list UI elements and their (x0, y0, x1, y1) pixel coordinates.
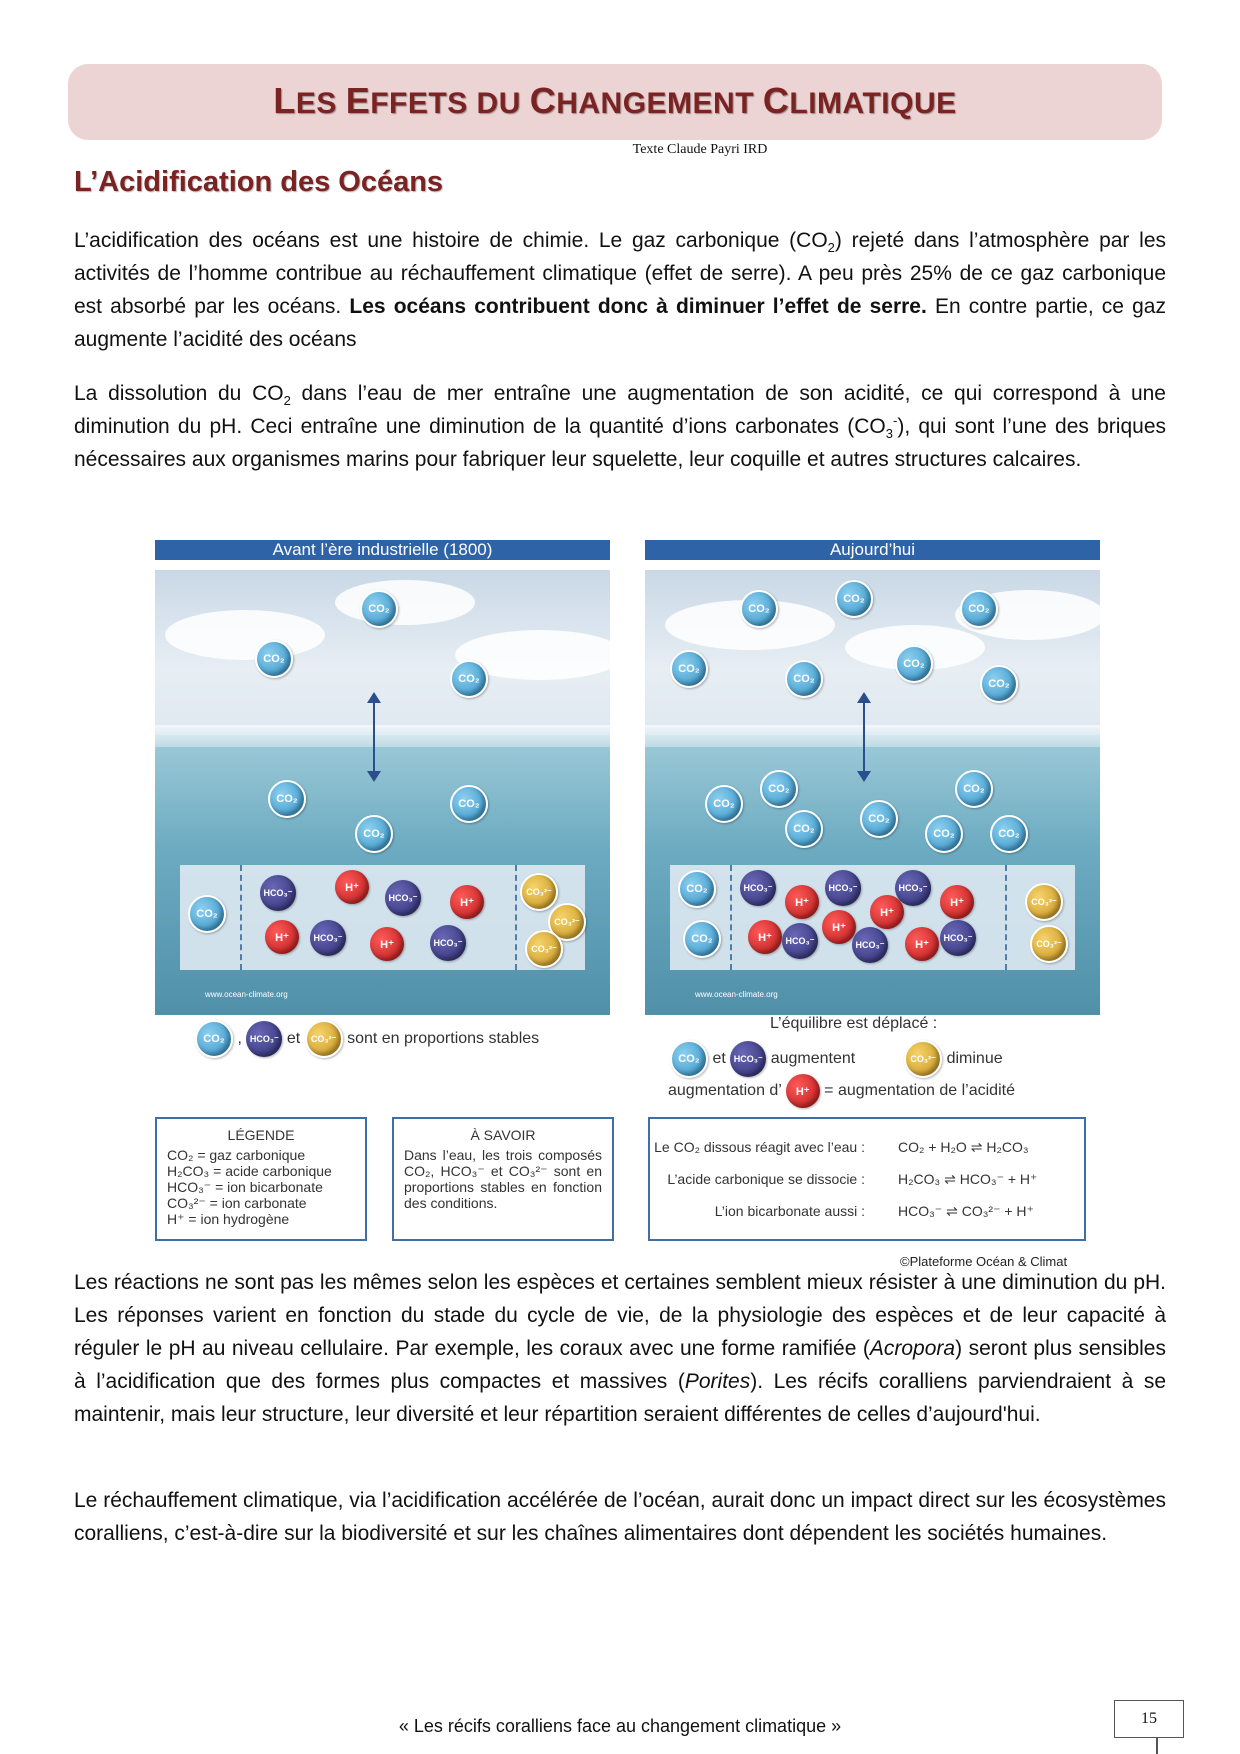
co2-molecule: CO₂ (670, 650, 708, 688)
equation: CO₂ + H₂O ⇌ H₂CO₃ (898, 1139, 1029, 1155)
footer-text: « Les récifs coralliens face au changement climatique » (398, 1716, 842, 1736)
carbonate-molecule: CO₃²⁻ (305, 1020, 343, 1058)
caption-today-line1: L’équilibre est déplacé : (770, 1015, 938, 1032)
hydrogen-ion: H⁺ (786, 1074, 820, 1108)
co2-molecule: CO₂ (450, 660, 488, 698)
bicarbonate-molecule: HCO₃⁻ (825, 870, 861, 906)
co2-molecule: CO₂ (980, 665, 1018, 703)
co2-molecule: CO₂ (683, 920, 721, 958)
author-credit: Texte Claude Payri IRD (632, 142, 768, 157)
co2-molecule: CO₂ (740, 590, 778, 628)
paragraph-2: La dissolution du $CO_2$ dans l’eau de mer entraîne une augmentation de son acidité, ce qui correspond à une diminution du pH. Ceci entraîne une diminution de la quantité d’ions carbonates $(CO_3^-)$, qui sont l’une des briques nécessaires aux organismes marins pour fabriquer leur squelette, leur coquille et autres structures calcaires. (74, 382, 1166, 471)
equation-label: Le CO₂ dissous réagit avec l’eau : (654, 1139, 865, 1155)
scene-today (645, 570, 1100, 1015)
carbonate-molecule: CO₃²⁻ (525, 930, 563, 968)
ocean-surface (155, 725, 610, 747)
co2-molecule: CO₂ (860, 800, 898, 838)
hydrogen-ion: H⁺ (940, 885, 974, 919)
page-number-line (1156, 1738, 1158, 1754)
legend-item: H₂CO₃ = acide carbonique (167, 1163, 332, 1179)
co2-molecule: CO₂ (268, 780, 306, 818)
equation-label: L’ion bicarbonate aussi : (714, 1203, 865, 1219)
bicarbonate-molecule: HCO₃⁻ (895, 870, 931, 906)
co2-molecule: CO₂ (785, 810, 823, 848)
hydrogen-ion: H⁺ (265, 920, 299, 954)
bicarbonate-molecule: HCO₃⁻ (260, 875, 296, 911)
panel-title-today: Aujourd’hui (645, 540, 1100, 560)
co2-molecule: CO₂ (195, 1020, 233, 1058)
co2-molecule: CO₂ (360, 590, 398, 628)
legend-item: CO₃²⁻ = ion carbonate (167, 1195, 307, 1211)
bicarbonate-molecule: HCO₃⁻ (940, 920, 976, 956)
co2-molecule: CO₂ (355, 815, 393, 853)
equation: H₂CO₃ ⇌ HCO₃⁻ + H⁺ (898, 1171, 1038, 1187)
co2-molecule: CO₂ (450, 785, 488, 823)
bicarbonate-molecule: HCO₃⁻ (730, 1041, 766, 1077)
hydrogen-ion: H⁺ (822, 910, 856, 944)
co2-molecule: CO₂ (760, 770, 798, 808)
hydrogen-ion: H⁺ (748, 920, 782, 954)
hydrogen-ion: H⁺ (450, 885, 484, 919)
page-number: 15 (1114, 1700, 1184, 1738)
carbonate-molecule: CO₃²⁻ (1025, 883, 1063, 921)
bicarbonate-molecule: HCO₃⁻ (430, 925, 466, 961)
paragraph-1: L’acidification des océans est une histoire de chimie. Le gaz carbonique $(CO_2)$ rejeté dans l’atmosphère par les activités de l’homme contribue au réchauffement climatique (effet de serre). A peu près 25% de ce gaz carbonique est absorbé par les océans. Les océans contribuent donc à diminuer l’effet de serre. En contre partie, ce gaz augmente l’acidité des océans (74, 229, 1166, 351)
bicarbonate-molecule: HCO₃⁻ (385, 880, 421, 916)
scene-before (155, 570, 610, 1015)
info-text: Dans l’eau, les trois composés CO₂, HCO₃⁻ et CO₃²⁻ sont en proportions stables en fonction des conditions. (404, 1147, 602, 1211)
hydrogen-ion: H⁺ (905, 927, 939, 961)
co2-molecule: CO₂ (955, 770, 993, 808)
exchange-arrow (863, 702, 865, 772)
caption-today-line2: CO₂ et HCO₃⁻ augmentent CO₃²⁻ diminue (670, 1040, 1090, 1078)
bicarbonate-molecule: HCO₃⁻ (852, 927, 888, 963)
panel-title-before: Avant l’ère industrielle (1800) (155, 540, 610, 560)
co2-molecule: CO₂ (895, 645, 933, 683)
co2-molecule: CO₂ (255, 640, 293, 678)
co2-molecule: CO₂ (188, 895, 226, 933)
legend-item: HCO₃⁻ = ion bicarbonate (167, 1179, 323, 1195)
figure-copyright: ©Plateforme Océan & Climat (900, 1254, 1068, 1269)
carbonate-molecule: CO₃²⁻ (1030, 925, 1068, 963)
equation-label: L’acide carbonique se dissocie : (667, 1171, 865, 1187)
website-label: www.ocean-climate.org (695, 990, 778, 999)
co2-molecule: CO₂ (960, 590, 998, 628)
bicarbonate-molecule: HCO₃⁻ (246, 1021, 282, 1057)
legend-box (155, 1117, 367, 1241)
hydrogen-ion: H⁺ (785, 885, 819, 919)
paragraph-3: Les réactions ne sont pas les mêmes selon les espèces et certaines semblent mieux résister à une diminution du pH. Les réponses varient en fonction du stade du cycle de vie, de la physiologie des espèces et de leur capacité à réguler le pH au niveau cellulaire. Par exemple, les coraux avec une forme ramifiée (Acropora) seront plus sensibles à l’acidification que des formes plus compactes et massives (Porites). Les récifs coralliens parviendraient à se maintenir, mais leur structure, leur diversité et leur répartition seraient différentes de celles d’aujourd'hui. (74, 1271, 1167, 1426)
legend-item: H⁺ = ion hydrogène (167, 1211, 290, 1227)
co2-molecule: CO₂ (835, 580, 873, 618)
carbonate-molecule: CO₃²⁻ (520, 873, 558, 911)
page-title: LES EFFETS DU CHANGEMENT CLIMATIQUE (273, 80, 957, 121)
legend-title: LÉGENDE (227, 1127, 295, 1143)
carbonate-molecule: CO₃²⁻ (548, 903, 586, 941)
equations-box (648, 1117, 1086, 1241)
co2-molecule: CO₂ (670, 1040, 708, 1078)
hydrogen-ion: H⁺ (335, 870, 369, 904)
water-layer-box (670, 865, 1075, 970)
equation: HCO₃⁻ ⇌ CO₃²⁻ + H⁺ (898, 1203, 1034, 1219)
exchange-arrow (373, 702, 375, 772)
hydrogen-ion: H⁺ (370, 927, 404, 961)
bicarbonate-molecule: HCO₃⁻ (782, 923, 818, 959)
co2-molecule: CO₂ (925, 815, 963, 853)
bicarbonate-molecule: HCO₃⁻ (310, 920, 346, 956)
info-box (392, 1117, 614, 1241)
co2-molecule: CO₂ (705, 785, 743, 823)
ocean-surface (645, 725, 1100, 747)
paragraph-4: Le réchauffement climatique, via l’acidification accélérée de l’océan, aurait donc un impact direct sur les écosystèmes coralliens, c’est-à-dire sur la biodiversité et sur les chaînes alimentaires dont dépendent les sociétés humaines. (74, 1489, 1166, 1545)
legend-item: CO₂ = gaz carbonique (167, 1147, 306, 1163)
co2-molecule: CO₂ (785, 660, 823, 698)
carbonate-molecule: CO₃²⁻ (904, 1040, 942, 1078)
bicarbonate-molecule: HCO₃⁻ (740, 870, 776, 906)
hydrogen-ion: H⁺ (870, 895, 904, 929)
co2-molecule: CO₂ (678, 870, 716, 908)
section-heading: L’Acidification des Océans (74, 166, 444, 198)
co2-molecule: CO₂ (990, 815, 1028, 853)
website-label: www.ocean-climate.org (205, 990, 288, 999)
water-layer-box (180, 865, 585, 970)
caption-before: CO₂ , HCO₃⁻ et CO₃²⁻ sont en proportions stables (195, 1020, 605, 1058)
info-title: À SAVOIR (470, 1127, 536, 1143)
caption-today-line3: augmentation d’ H⁺ = augmentation de l’acidité (668, 1074, 1098, 1108)
